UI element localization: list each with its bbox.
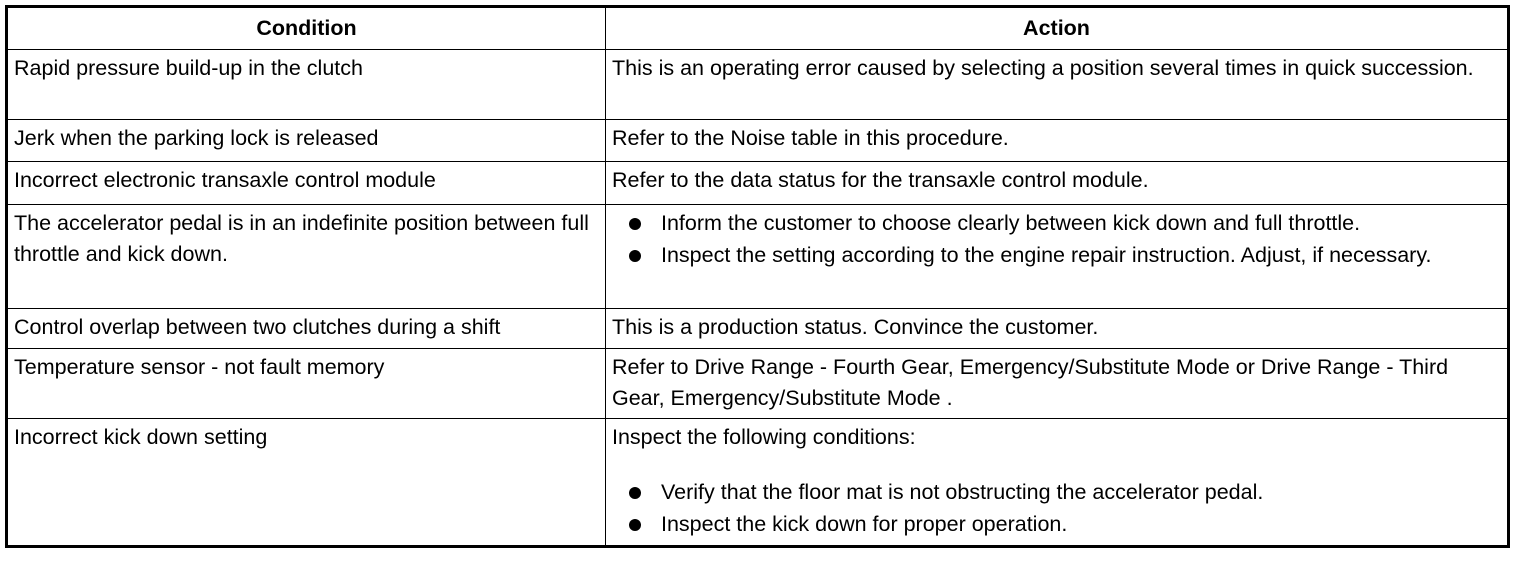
action-bullet-item bbox=[612, 208, 1501, 239]
action-cell bbox=[606, 419, 1509, 547]
action-bullet-list bbox=[612, 477, 1501, 540]
action-bullet-item bbox=[612, 509, 1501, 540]
action-intro-text: Inspect the following conditions: bbox=[612, 425, 916, 449]
condition-cell: The accelerator pedal is in an indefinite position between full throttle and kick down. bbox=[7, 205, 606, 309]
bullet-text: Inspect the setting according to the engine repair instruction. Adjust, if necessary. bbox=[661, 243, 1432, 267]
action-cell: Refer to the data status for the transaxle control module. bbox=[606, 162, 1509, 205]
header-condition: Condition bbox=[7, 7, 606, 50]
action-bullet-item bbox=[612, 477, 1501, 508]
bullet-dot-icon bbox=[629, 218, 641, 230]
condition-cell: Rapid pressure build-up in the clutch bbox=[7, 50, 606, 120]
condition-cell: Jerk when the parking lock is released bbox=[7, 120, 606, 162]
action-cell: This is a production status. Convince the customer. bbox=[606, 309, 1509, 349]
table-row bbox=[7, 419, 1509, 547]
condition-cell: Incorrect electronic transaxle control module bbox=[7, 162, 606, 205]
condition-cell: Incorrect kick down setting bbox=[7, 419, 606, 547]
table-row bbox=[7, 349, 1509, 419]
action-cell: Refer to the Noise table in this procedure. bbox=[606, 120, 1509, 162]
table-row bbox=[7, 309, 1509, 349]
table-row bbox=[7, 205, 1509, 309]
action-cell: Refer to Drive Range - Fourth Gear, Emergency/Substitute Mode or Drive Range - Third Gear, Emergency/Substitute Mode . bbox=[606, 349, 1509, 419]
action-cell bbox=[606, 205, 1509, 309]
header-action: Action bbox=[606, 7, 1509, 50]
bullet-text: Inform the customer to choose clearly between kick down and full throttle. bbox=[661, 211, 1361, 235]
action-bullet-item bbox=[612, 240, 1501, 271]
bullet-dot-icon bbox=[629, 519, 641, 531]
action-bullet-list bbox=[612, 208, 1501, 271]
table-header-row bbox=[7, 7, 1509, 50]
table-row bbox=[7, 120, 1509, 162]
diagnostic-table bbox=[5, 5, 1510, 548]
table-row bbox=[7, 50, 1509, 120]
condition-cell: Temperature sensor - not fault memory bbox=[7, 349, 606, 419]
bullet-dot-icon bbox=[629, 250, 641, 262]
bullet-dot-icon bbox=[629, 487, 641, 499]
bullet-text: Inspect the kick down for proper operation. bbox=[661, 512, 1068, 536]
table-row bbox=[7, 162, 1509, 205]
bullet-text: Verify that the floor mat is not obstructing the accelerator pedal. bbox=[661, 480, 1264, 504]
condition-cell: Control overlap between two clutches during a shift bbox=[7, 309, 606, 349]
action-cell: This is an operating error caused by selecting a position several times in quick succession. bbox=[606, 50, 1509, 120]
